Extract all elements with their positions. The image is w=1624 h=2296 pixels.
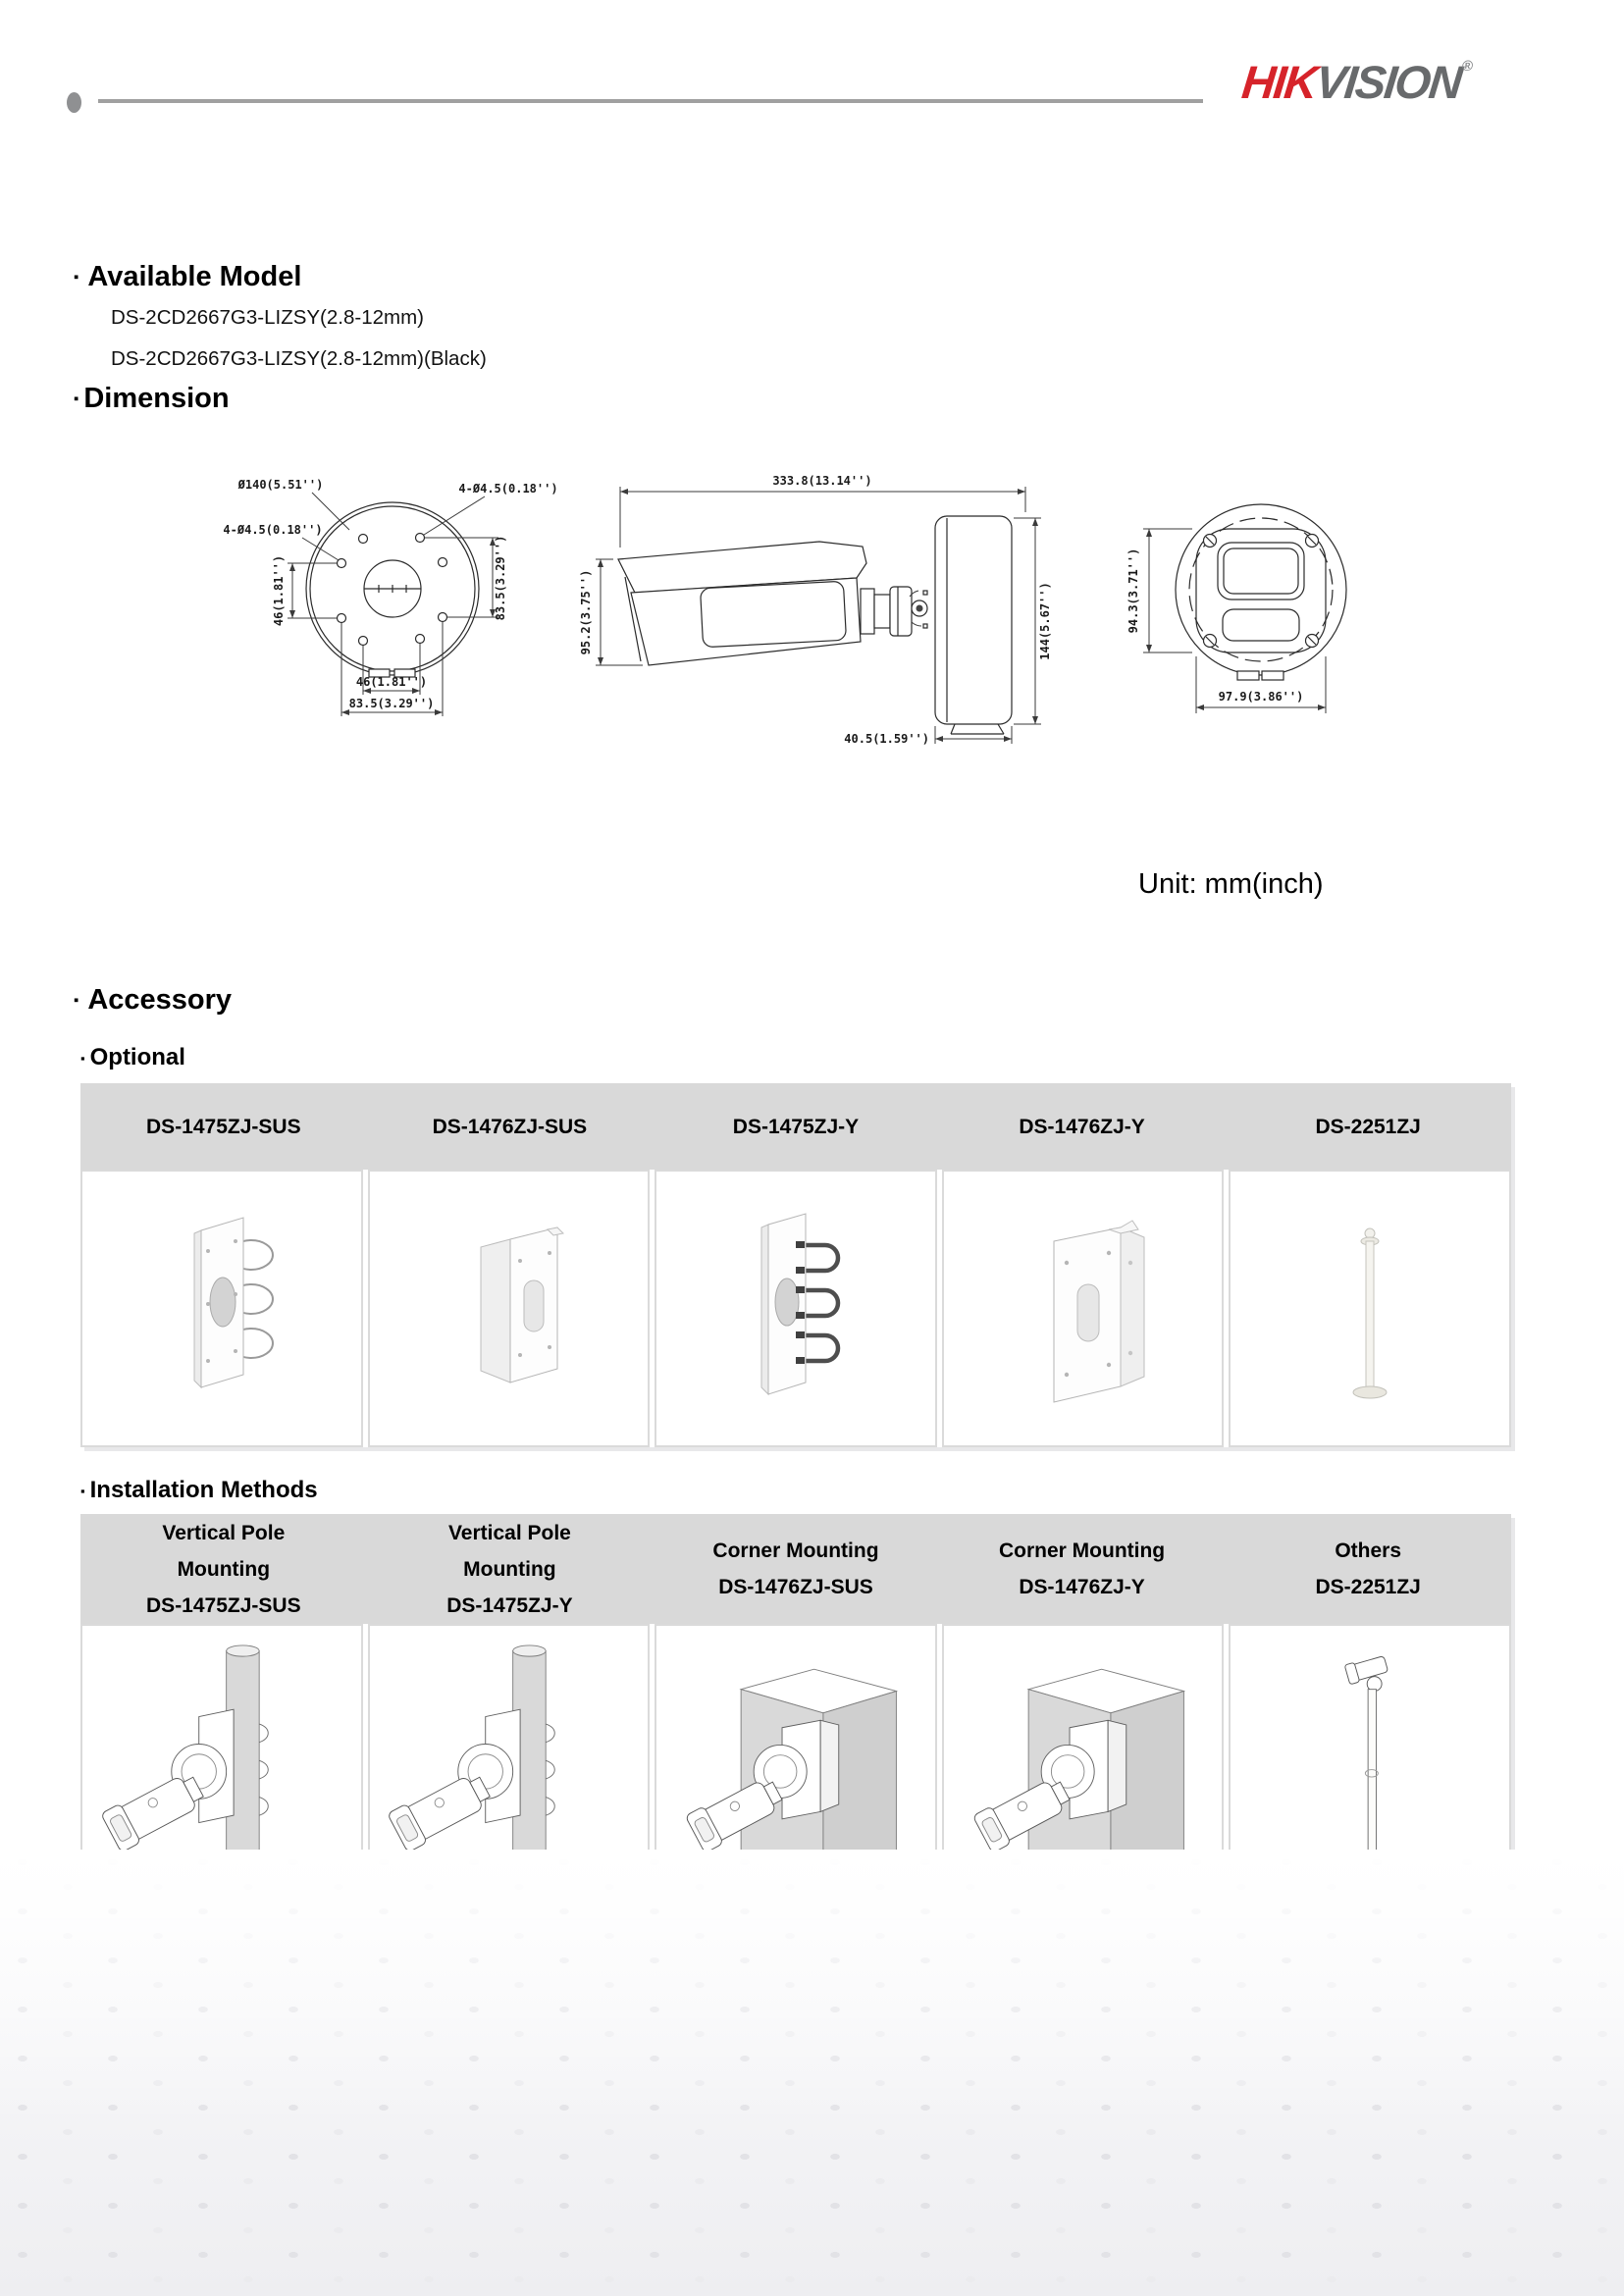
dim-base-v-small: 46(1.81'')	[272, 554, 286, 627]
accessory-col-header	[80, 1083, 367, 1170]
accessory-heading	[74, 984, 232, 1017]
installation-col-header	[653, 1514, 939, 1624]
square-bullet-icon: ▪	[80, 1050, 85, 1066]
accessory-col-header	[653, 1083, 939, 1170]
available-model-title: Available Model	[87, 261, 302, 292]
base-plate-drawing	[147, 449, 589, 744]
optional-heading	[80, 1044, 185, 1071]
method-line: Vertical Pole	[162, 1521, 286, 1544]
dim-base-v-large: 83.5(3.29'')	[494, 535, 507, 621]
available-model-heading	[74, 261, 301, 293]
dim-front-width: 97.9(3.86'')	[1218, 690, 1304, 704]
installation-col-header	[367, 1514, 654, 1624]
installation-table-header	[80, 1514, 1511, 1624]
installation-col-header	[939, 1514, 1226, 1624]
accessory-name: DS-1476ZJ-Y	[1019, 1115, 1145, 1138]
installation-col-header	[1225, 1514, 1511, 1624]
model-name-2: DS-2CD2667G3-LIZSY(2.8-12mm)(Black)	[111, 347, 487, 370]
header-rule	[98, 99, 1203, 103]
accessory-image-ds-1475zj-sus	[80, 1170, 363, 1447]
method-line: DS-1475ZJ-SUS	[146, 1593, 301, 1617]
accessory-image-ds-2251zj	[1229, 1170, 1511, 1447]
square-bullet-icon: ▪	[74, 391, 79, 407]
accessory-title: Accessory	[87, 984, 233, 1016]
accessory-name: DS-1476ZJ-SUS	[432, 1115, 588, 1138]
accessory-name: DS-1475ZJ-Y	[732, 1115, 860, 1138]
accessory-table-header	[80, 1083, 1511, 1170]
dimension-title: Dimension	[83, 383, 230, 414]
logo-hik: HIK	[1239, 56, 1319, 108]
method-line: Mounting	[177, 1557, 271, 1581]
model-name-1: DS-2CD2667G3-LIZSY(2.8-12mm)	[111, 306, 424, 329]
dim-base-h-small: 46(1.81'')	[355, 675, 428, 689]
dim-front-height: 94.3(3.71'')	[1126, 548, 1140, 634]
optional-title: Optional	[89, 1044, 185, 1070]
accessory-name: DS-1475ZJ-SUS	[146, 1115, 301, 1138]
square-bullet-icon: ▪	[80, 1483, 85, 1498]
registered-mark: ®	[1461, 58, 1474, 75]
side-view-drawing	[574, 440, 1065, 754]
dim-base-holes-left: 4-Ø4.5(0.18'')	[223, 523, 323, 537]
dim-base-h-large: 83.5(3.29'')	[348, 697, 435, 710]
dim-side-box-height: 144(5.67'')	[1038, 582, 1052, 660]
square-bullet-icon: ▪	[74, 269, 79, 286]
accessory-col-header	[939, 1083, 1226, 1170]
accessory-image-ds-1476zj-y	[942, 1170, 1225, 1447]
installation-title: Installation Methods	[89, 1477, 318, 1503]
installation-heading	[80, 1477, 318, 1504]
dim-side-length: 333.8(13.14'')	[772, 474, 872, 488]
method-line: Corner Mounting	[999, 1539, 1166, 1562]
installation-table	[80, 1514, 1511, 1904]
dim-side-box-width: 40.5(1.59'')	[844, 732, 929, 746]
method-line: Others	[1335, 1539, 1402, 1562]
accessory-name: DS-2251ZJ	[1315, 1115, 1421, 1138]
accessory-image-ds-1475zj-y	[655, 1170, 937, 1447]
accessory-col-header	[367, 1083, 654, 1170]
method-line: DS-1476ZJ-SUS	[718, 1576, 873, 1598]
square-bullet-icon: ▪	[74, 992, 79, 1009]
dim-side-height: 95.2(3.75'')	[579, 569, 593, 655]
dim-base-diameter: Ø140(5.51'')	[237, 478, 324, 492]
accessory-col-header	[1225, 1083, 1511, 1170]
installation-col-header	[80, 1514, 367, 1624]
header-dot-icon	[67, 92, 81, 113]
method-line: DS-2251ZJ	[1315, 1576, 1421, 1598]
hikvision-logo	[1239, 56, 1474, 108]
dimension-heading	[74, 383, 230, 415]
dim-base-holes-right: 4-Ø4.5(0.18'')	[458, 482, 558, 496]
unit-note: Unit: mm(inch)	[1138, 868, 1324, 900]
accessory-image-ds-1476zj-sus	[368, 1170, 651, 1447]
footer-pattern	[0, 1850, 1624, 2296]
logo-vision: VISION	[1313, 56, 1464, 108]
front-view-drawing	[1104, 446, 1438, 751]
method-line: DS-1476ZJ-Y	[1019, 1576, 1145, 1598]
method-line: DS-1475ZJ-Y	[446, 1593, 573, 1617]
method-line: Corner Mounting	[712, 1539, 879, 1562]
accessory-table-images	[80, 1170, 1511, 1447]
accessory-table	[80, 1083, 1511, 1447]
method-line: Mounting	[463, 1557, 556, 1581]
method-line: Vertical Pole	[447, 1521, 571, 1544]
